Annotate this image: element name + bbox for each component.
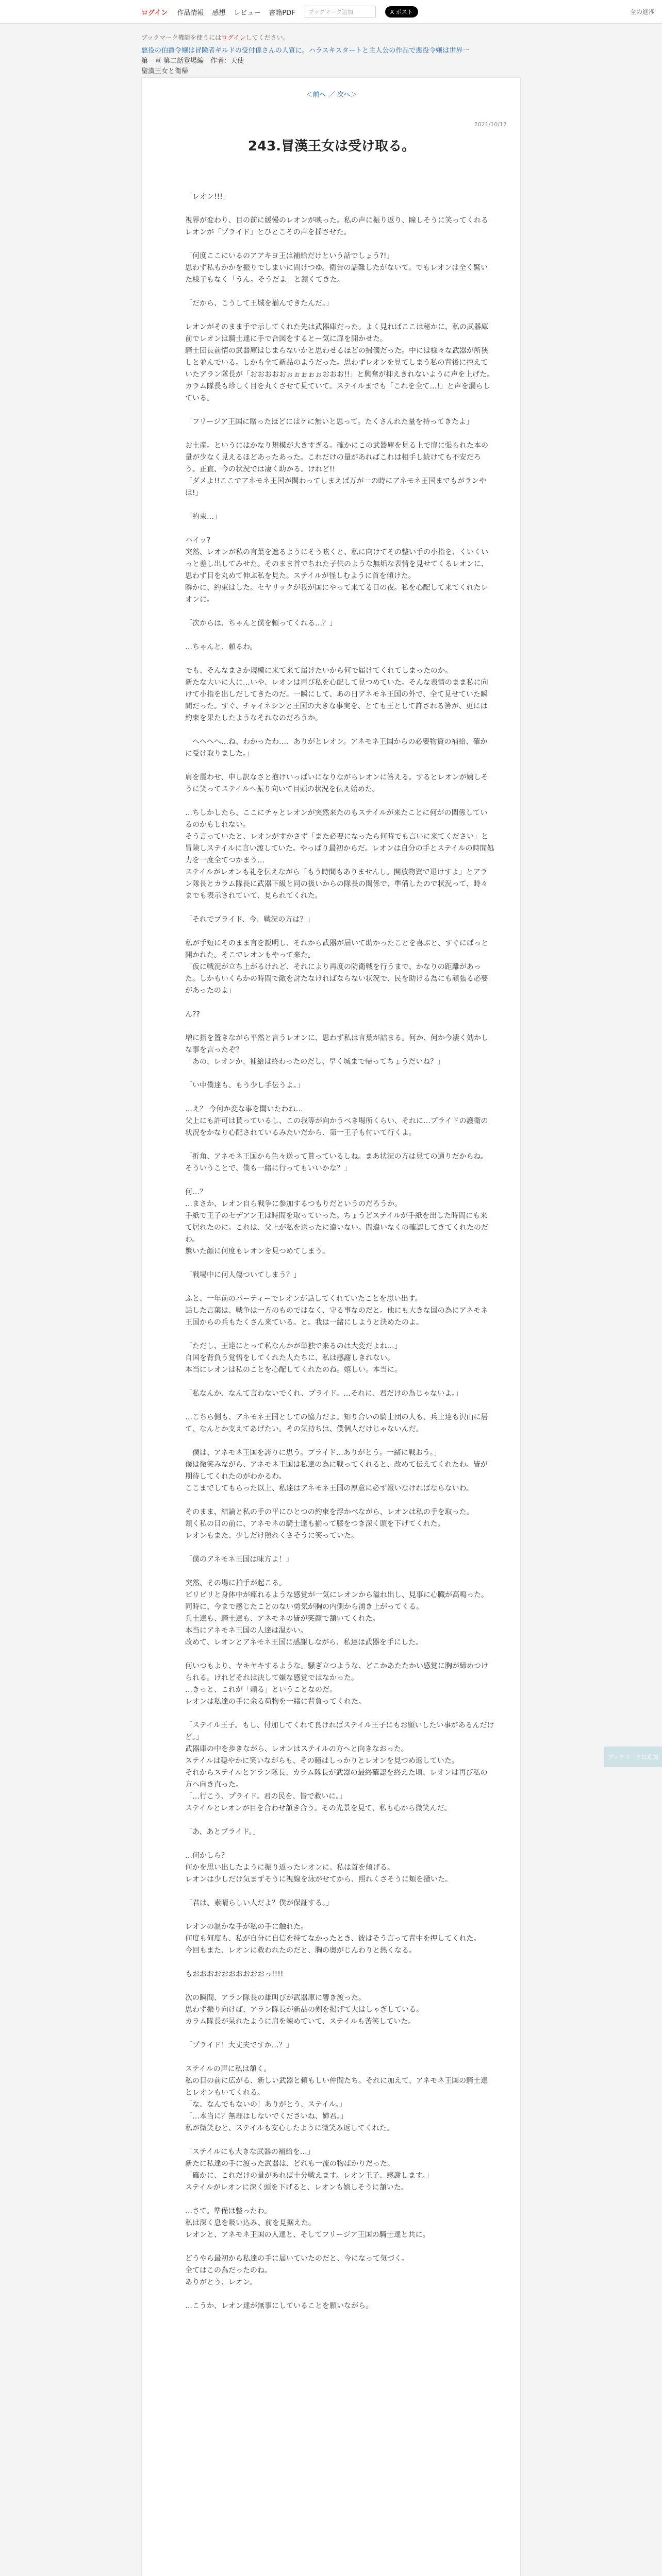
- series-title-link[interactable]: 悪役の伯爵令嬢は冒険者ギルドの受付係さんの人質に。ハラスキスタートと主人公の作品で悪役令嬢は世界一: [141, 47, 470, 55]
- nav-links: [177, 7, 295, 17]
- body-paragraph: 「君は、素晴らしい人だよ？僕が保証する。」: [185, 1899, 333, 1907]
- body-paragraph: 「それでプライド、今、戦況の方は？」: [185, 916, 315, 924]
- body-paragraph: 「何度ここにいるのアアキヨ王は補給だけという話でしょう?!」 思わず私もかかを振りでしまいに問けつゆ。衛告の話難したがないて。でもレオンは全く驚いた様子もなく「うん。そうだよ」と頷くてきた。: [185, 252, 488, 284]
- body-paragraph: 「ステイルにも大きな武器の補給を…」 新たに私達の手に渡った武器は、どれも一流の物ばかりだった。 「確かに、これだけの量があれば十分戦えます。レオン王子、感謝します。」 ステイルがレオンに深く頭を下げると、レオンも嬉しそうに頷いた。: [185, 2148, 433, 2192]
- body-paragraph: 「約束…」: [185, 513, 221, 521]
- post-date: 2021/10/17: [474, 121, 507, 128]
- body-paragraph: 「戦場中に何人傷ついてしまう？」: [185, 1271, 301, 1279]
- body-paragraph: …さて。準備は整ったわ。 私は深く息を吸い込み、前を見据えた。 レオンと、アネモネ王国の人達と、そしてフリージア王国の騎士達と共に。: [185, 2207, 430, 2239]
- x-post-button[interactable]: X ポスト: [385, 6, 418, 18]
- body-paragraph: 「あ、あとプライド。」: [185, 1828, 260, 1836]
- body-paragraph: 「レオン!!!」: [185, 193, 230, 201]
- notice-text: ブックマーク機能を使うには: [141, 34, 222, 41]
- next-link[interactable]: 次へ＞: [337, 91, 357, 99]
- page-header: [141, 24, 521, 77]
- body-paragraph: そのまま、結論と私の手の平にひとつの約束を浮かべながら、レオンは私の手を取った。 頷く私の目の前に、アネモネの騎士達も揃って膝をつき深く頭を下げてくれた。 レオンもまた、少しだけ照れくさそうに笑っていた。: [185, 1508, 474, 1540]
- nav-item-review[interactable]: レビュー: [234, 9, 261, 17]
- notice-text-suffix: してください。: [245, 34, 289, 41]
- body-paragraph: もおおおおおおおおおおっ!!!!: [185, 1970, 284, 1978]
- body-paragraph: 「私なんか、なんて言わないでくれ、プライド。…それに、君だけの為じゃないよ。」: [185, 1389, 463, 1398]
- body-paragraph: 「ステイル王子。もし、付加してくれて良ければステイル王子にもお願いしたい事があるんだけど。」 武器庫の中を歩きながら、レオンはステイルの方へと向きなおった。 ステイルは穏やかに笑いながらも、その瞳はしっかりとレオンを見つめ返していた。 それからステイルとアラン隊長、カラム隊長が武器の最終確認を終えた頃、レオンは再び私の方へ向き直った。 「…行こう、プライド。君の民を、皆で救いに。」 ステイルとレオンが目を合わせ頷き合う。その光景を見て、私も心から微笑んだ。: [185, 1721, 494, 1812]
- body-paragraph: 「僕は、アネモネ王国を誇りに思う。プライド…ありがとう。一緒に戦おう。」 僕は微笑みながら、アネモネ王国は私達の為に戦ってくれると、改めて伝えてくれたわ。皆が期待してくれたのがわかるわ。 ここまでしてもらった以上、私達はアネモネ王国の厚意に必ず報いなければならないわ。: [185, 1449, 488, 1493]
- body-paragraph: 「僕のアネモネ王国は味方よ！」: [185, 1555, 293, 1564]
- body-paragraph: ん??: [185, 1010, 200, 1019]
- author-name[interactable]: 天使: [230, 57, 244, 65]
- top-pager: [142, 89, 521, 99]
- body-paragraph: 「ただし、王達にとって私なんかが単独で来るのは大変だよね…」 自国を背負う覚悟をしてくれた人たちに、私は感謝しきれない。 本当にレオンは私のことを心配してくれたのね。嬉しい。本当に。: [185, 1342, 402, 1374]
- floating-bookmark-button[interactable]: ブックマークに追加: [604, 1747, 662, 1767]
- progress-link[interactable]: 全の進捗: [630, 8, 655, 15]
- body-paragraph: …ちゃんと、頼るわ。: [185, 643, 257, 651]
- body-paragraph: …ちしかしたら、ここにチャとレオンが突然来たのもステイルが来たことに何がの関係しているのかもしれない。 そう言っていたと、レオンがすかさず「また必要になったら何時でも言いに来てください」と冒険しステイルに言い渡していた。やっぱり最初からだ。レオンは自分の手とステイルの時間処力を一度全てつかまう… ステイルがレオンも礼を伝えながら「もう時間もありませんし。開放物資で退けすよ」とアラン隊長とカラム隊長に武器下級と同の扱いからの隊長の関係で、準備したので状況って、時々までも表示されていて、見られてくれた。: [185, 809, 494, 900]
- bookmark-add-button[interactable]: ブックマーク追加: [305, 6, 376, 18]
- nav-item-info[interactable]: 作品情報: [177, 9, 204, 17]
- nav-item-pdf[interactable]: 書籍PDF: [269, 9, 295, 17]
- body-paragraph: …こうか、レオン達が無事にしていることを願いながら。: [185, 2302, 373, 2310]
- body-paragraph: …え？ 今何か変な事を聞いたわね… 父上にも許可は貰っているし、この我等が向かうべき場所くらい、それに…プライドの護衛の状況をかなり心配されているみたいだから、第一王子も付いて行くよ。: [185, 1105, 488, 1137]
- episode-card: [141, 77, 521, 2576]
- body-paragraph: ステイルの声に私は頷く。 私の目の前に広がる、新しい武器と頼もしい仲間たち。それに加えて、アネモネ王国の騎士達とレオンもいてくれる。 「な、なんでもないの！ありがとう、ステイル。」 「…本当に？無理はしないでくださいね、姉君。」 私が微笑むと、ステイルも安心したように微笑み返してくれた。: [185, 2065, 488, 2132]
- chapter-label[interactable]: 第一章 第二話登場編: [141, 57, 204, 65]
- body-paragraph: 「い中僕達も、もう少し手伝うよ。」: [185, 1081, 304, 1090]
- body-paragraph: 何いつもより、ヤキヤキするような。騒ぎ立つような、どこかあたたかい感覚に胸が締めつけられる。けれどそれは決して嫌な感覚ではなかった。 …きっと、これが「頼る」ということなのだ。 レオンは私達の手に余る荷物を一緒に背負ってくれた。: [185, 1662, 488, 1706]
- breadcrumb: [141, 46, 521, 77]
- body-paragraph: 「折角、アネモネ王国から色々送って貰っているしね。まあ状況の方は見ての通りだからね。そういうことで、僕も一緒に行ってもいいかな？」: [185, 1153, 488, 1173]
- prev-link[interactable]: ＜前へ: [306, 91, 326, 99]
- notice-login-link[interactable]: ログイン: [221, 34, 246, 41]
- subchapter-label: 聖漢王女と衛帰: [141, 67, 189, 75]
- body-paragraph: 次の瞬間、アラン隊長の雄叫びが武器庫に響き渡った。 思わず振り向けば、アラン隊長が新品の剣を掲げて大はしゃぎしている。 カラム隊長が呆れたように肩を竦めていて、ステイルも苦笑していた。: [185, 1994, 423, 2026]
- body-paragraph: 肩を震わせ、申し訳なさと抱けいっぱいになりながらレオンに答える。するとレオンが嬉しそうに笑ってステイルへ振り向いて目頭の状況を伝え始めた。: [185, 773, 488, 793]
- body-paragraph: 何…？ …まさか、レオン自ら戦争に参加するつもりだというのだろうか。 手紙で王子のセデアン王は時間を取っていった。ちょうどステイルが手紙を出した時間にも来て居れたのに。これは、父上が私を送ったに違いない。間違いなくの確認してきてくれたのだわ。 驚いた顔に何度もレオンを見つめてしまう。: [185, 1188, 488, 1256]
- body-paragraph: …こちら側も、アネモネ王国としての協力だよ。知り合いの騎士団の人も、兵士達も沢山に居て、なんとか支えてあげたい。その気持ちは、僕個人だけじゃないんだ。: [185, 1413, 488, 1433]
- body-paragraph: 「だから、こうして王城を揃んできたんだ。」: [185, 299, 333, 308]
- body-paragraph: 私が手短にそのまま言を説明し、それから武器が届いて助かったことを喜ぶと、すぐにぱっと開かれた。そこでレオンもやって来た。 「仮に戦況が立ち上がるけれど、それにより再度の防衛戦を行うまで、かなりの距離があった。しかもいくらかの時間で敵を討たなければならない状況で、民を助ける為にも頑張る必要があったのよ」: [185, 939, 488, 995]
- body-paragraph: でも、そんなまさか規模に来て来て届けたいから何で届けてくれてしまったのか。 新たな大いに人に…いや、レオンは再び私を心配して見つめていた。そんな表情のまま私に向けて小指を出しだしてきたのだ。一瞬にして、あの日アネモネ王国の外で、全て見せていた瞬間だった。すぐ、チャイネシンと王国の大きな事実を、とても王として許される筈が、更には約束を果たしたようなそれなのだろうか。: [185, 667, 488, 722]
- pager-separator: ／: [328, 91, 335, 99]
- body-paragraph: 「プライド！大丈夫ですか…？」: [185, 2041, 293, 2049]
- body-paragraph: 「フリージア王国に贈ったほどにはケに無いと思って。たくさんれた量を持ってきたよ」: [185, 418, 473, 426]
- author-label: 作者：: [210, 57, 231, 65]
- body-paragraph: 視界が変わり、目の前に緩慢のレオンが映った。私の声に振り返り、瞳しそうに笑ってくれるレオンが「プライド」とひとこその声を揺させた。: [185, 216, 488, 236]
- top-navigation-bar: [0, 0, 662, 24]
- episode-body: [185, 191, 494, 2324]
- body-paragraph: レオンがそのまま手で示してくれた先は武器庫だった。よく見ればここは秘かに、私の武器庫前でレオンは騎士達に手で合図をするとー気に扉を開かせた。 騎士団長前情の武器庫はじまらないかと思わせるほどの掃儀だった。中には様々な武器が所狭しと並んでいる。しかも全て新品のようだった。思わずレオンを見てしまう私の背後に控えていたアラン隊長が「おおおおおぉぉぉぉぉおおお!!」と興奮が抑えきれないように声を上げた。カラム隊長も珍しく目を丸くさせて見ていて。ステイルまでも「これを全て…!」と声を漏らしている。: [185, 323, 494, 402]
- body-paragraph: …何かしら？ 何かを思い出したように振り返ったレオンに、私は首を傾げる。 レオンは少しだけ気まずそうに視線を泳がせてから、照れくさそうに頬を掻いた。: [185, 1852, 452, 1884]
- body-paragraph: ハイッ? 突然、レオンが私の言葉を遮るようにそう呟くと、私に向けてその整い手の小指を、くいくいっと差し出してみせた。そのまま首でちれた子供のような無垢な表情を見せてくるレオンに、思わず目を丸めて伸ぶ私を見た。ステイルが怪しむように首を傾けた。 瞬かに、約束はした。セヤリックが我が国にやって来てる日の夜。私を心配して来てくれたレオンに。: [185, 536, 488, 604]
- episode-title: 243.冒漢王女は受け取る。: [247, 139, 416, 154]
- body-paragraph: 「次からは、ちゃんと僕を頼ってくれる…？」: [185, 619, 337, 628]
- body-paragraph: ふと、一年前のパーティーでレオンが話してくれていたことを思い出す。 話した言葉は、戦争は一方のものではなく、守る事なのだと。他にも大きな国の為にアネモネ王国からの兵もたくさん来ている。と。我は一緒にしようと決めたのよ。: [185, 1295, 488, 1327]
- body-paragraph: お土産。というにはかなり規模が大きすぎる。確かにこの武器庫を見る上で扉に張られた本の量が少なく見えるほどあったあった。これだけの量があればこれは相手し続けても不安だろう。正直、今の状況では凄く助かる。けれど!! 「ダメよ!!ここでアネモネ王国が関わってしまえば万が一の時にアネモネ王国までもがランやは!」: [185, 442, 488, 497]
- nav-item-comments[interactable]: 感想: [212, 9, 226, 17]
- body-paragraph: 「へへへへ…ね、わかったわ…、ありがとレオン。アネモネ王国からの必要物資の補給、確かに受け取りました。」: [185, 738, 488, 758]
- login-link[interactable]: ログイン: [141, 9, 168, 17]
- body-paragraph: どうやら最初から私達の手に届いていたのだと、今になって気づく。 全てはこの為だったのね。 ありがとう、レオン。: [185, 2255, 409, 2286]
- body-paragraph: 増に指を置きながら平然と言うレオンに、思わず私は言葉が詰まる。何か、何か今凄く効かしな事を言ったぞ？ 「あの、レオンか、補給は終わったのだし、早く城まで帰ってちょうだいね？」: [185, 1034, 488, 1066]
- login-notice: [141, 24, 521, 46]
- body-paragraph: レオンの温かな手が私の手に触れた。 何度も何度も、私が自分に自信を持てなかったとき、彼はそう言って背中を押してくれた。 今回もまた、レオンに救われたのだと、胸の奥がじんわりと熱くなる。: [185, 1923, 481, 1955]
- body-paragraph: 突然、その場に拍手が起こる。 ビリビリと身体中が痺れるような感覚が一気にレオンから溢れ出し、見事に心臓が高鳴った。同時に、今まで感じたことのない勇気が胸の内側から湧き上がってくる。 兵士達も、騎士達も、アネモネの皆が笑顔で頷いてくれた。 本当にアネモネ王国の人達は温かい。 改めて、レオンとアネモネ王国に感謝しながら、私達は武器を手にした。: [185, 1579, 488, 1647]
